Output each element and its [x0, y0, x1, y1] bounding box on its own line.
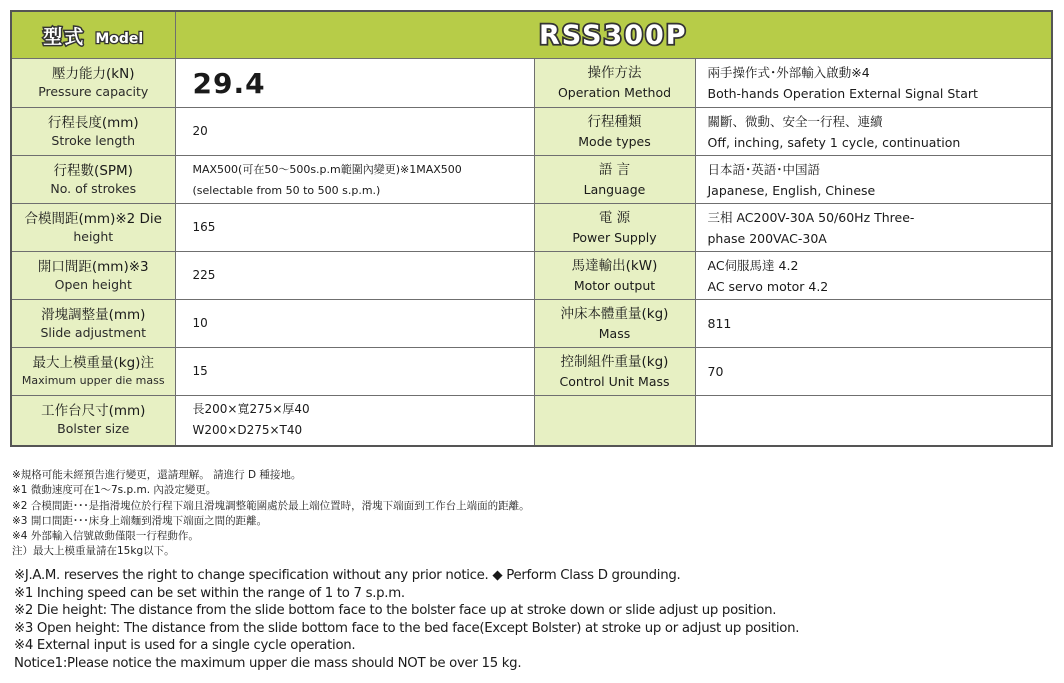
spec-value-motor-output — [695, 252, 1052, 300]
spec-label-en: Slide adjustment — [40, 324, 147, 340]
spec-label-zh: 工作台尺寸(mm) — [41, 403, 146, 420]
spec-label-zh: 行程長度(mm) — [47, 114, 139, 131]
spec-label-en: Bolster size — [57, 421, 130, 437]
spec-value-line: AC伺服馬達 4.2 — [707, 257, 799, 273]
spec-value-line: 兩手操作式･外部輸入啟動※4 — [707, 65, 870, 80]
spec-label-die-height — [11, 204, 175, 252]
spec-label-zh: 最大上模重量(kg)注 — [32, 354, 154, 371]
spec-value-line: (selectable from 50 to 500 s.p.m.) — [192, 183, 381, 197]
model-label-en: Model — [95, 30, 144, 47]
note-zh-line: ※規格可能未經預告進行變更，還請理解。 請進行 D 種接地。 — [12, 469, 302, 481]
note-zh-line: ※3 開口間距･･･床身上端麵到滑塊下端面之間的距離。 — [12, 514, 268, 527]
spec-value-line: AC servo motor 4.2 — [707, 278, 829, 294]
spec-label-zh: 滑塊調整量(mm) — [41, 306, 146, 323]
spec-value-line: W200×D275×T40 — [192, 423, 303, 438]
spec-value-open-height — [175, 252, 534, 300]
spec-label-en: Stroke length — [51, 132, 136, 148]
note-zh-line: ※2 合模間距･･･是指滑塊位於行程下端且滑塊調整範圍處於最上端位置時，滑塊下端面到工作台上端面的距離。 — [12, 499, 530, 512]
spec-value-bolster-size — [175, 396, 534, 446]
spec-label-motor-output — [534, 252, 695, 300]
spec-label-empty — [534, 396, 695, 446]
spec-label-zh: 電 源 — [598, 209, 631, 226]
note-en-line: ※1 Inching speed can be set within the range of 1 to 7 s.p.m. — [14, 585, 405, 601]
spec-value-line: 10 — [192, 316, 208, 330]
model-label-cell — [11, 11, 175, 59]
spec-label-en: Motor output — [573, 277, 656, 293]
spec-value-strokes — [175, 156, 534, 204]
spec-value-language — [695, 156, 1052, 204]
spec-value-line: 15 — [192, 364, 208, 378]
spec-table — [10, 10, 1053, 447]
spec-label-en: Control Unit Mass — [559, 373, 670, 389]
note-zh-line: ※1 微動速度可在1～7s.p.m. 內設定變更。 — [12, 484, 217, 497]
spec-label-bolster-size — [11, 396, 175, 446]
spec-label-open-height — [11, 252, 175, 300]
note-en-line: ※4 External input is used for a single cycle operation. — [14, 638, 356, 653]
spec-row-stroke-length — [11, 108, 1052, 156]
spec-value-stroke-length — [175, 108, 534, 156]
spec-label-zh: 行程數(SPM) — [53, 162, 133, 179]
spec-label-upper-die-mass — [11, 348, 175, 396]
model-value-cell — [175, 11, 1052, 59]
spec-label-pressure — [11, 59, 175, 108]
spec-label-zh: 開口間距(mm)※3 — [37, 258, 149, 275]
spec-label-en: Operation Method — [557, 85, 672, 100]
spec-label-en: Pressure capacity — [38, 84, 149, 99]
spec-label-stroke-length — [11, 108, 175, 156]
note-zh-line: 注）最大上模重量請在15kg以下。 — [12, 545, 175, 558]
note-en-line: ※2 Die height: The distance from the slide bottom face to the bolster face up at stroke down or slide adjust up position. — [14, 603, 777, 618]
spec-label-mode-types — [534, 108, 695, 156]
spec-row-strokes — [11, 156, 1052, 204]
spec-label-language — [534, 156, 695, 204]
spec-value-line: phase 200VAC-30A — [707, 230, 827, 246]
spec-value-upper-die-mass — [175, 348, 534, 396]
spec-label-slide-adjustment — [11, 300, 175, 348]
spec-label-power-supply — [534, 204, 695, 252]
spec-label-operation — [534, 59, 695, 108]
spec-row-bolster-size — [11, 396, 1052, 446]
spec-row-pressure — [11, 59, 1052, 108]
spec-label-zh: 馬達輸出(kW) — [571, 257, 658, 274]
spec-value-line: Off, inching, safety 1 cycle, continuation — [707, 134, 961, 150]
spec-label-zh: 語 言 — [598, 161, 631, 178]
spec-value-line: MAX500(可在50～500s.p.m範圍內變更)※1MAX500 — [192, 162, 462, 176]
spec-value-slide-adjustment — [175, 300, 534, 348]
spec-label-en: Open height — [54, 276, 132, 292]
spec-value-line: 225 — [192, 268, 216, 282]
spec-value-line: Both-hands Operation External Signal Start — [707, 86, 978, 101]
spec-label-zh: 壓力能力(kN) — [52, 66, 135, 82]
spec-value-control-unit-mass — [695, 348, 1052, 396]
note-en-line: ※3 Open height: The distance from the slide bottom face to the bed face(Except Bolster) at stroke up or adjust up position. — [14, 620, 800, 636]
spec-value-pressure — [175, 59, 534, 108]
spec-label-zh: 操作方法 — [587, 65, 642, 81]
spec-label-mass — [534, 300, 695, 348]
spec-value-die-height — [175, 204, 534, 252]
spec-label-en: height — [73, 228, 114, 244]
spec-value-mass — [695, 300, 1052, 348]
spec-label-zh: 行程種類 — [587, 113, 642, 130]
spec-value-line: 811 — [707, 316, 732, 331]
spec-label-en: Language — [583, 181, 646, 197]
spec-value-power-supply — [695, 204, 1052, 252]
spec-label-en: Power Supply — [572, 229, 657, 245]
spec-label-en: Maximum upper die mass — [21, 373, 165, 387]
spec-value-line: 日本語･英語･中国語 — [707, 161, 821, 177]
spec-value-line: 長200×寬275×厚40 — [192, 402, 310, 417]
spec-value-mode-types — [695, 108, 1052, 156]
spec-label-zh: 合模間距(mm)※2 Die — [24, 210, 162, 227]
spec-value-line: 三相 AC200V-30A 50/60Hz Three- — [707, 209, 915, 225]
spec-value-operation — [695, 59, 1052, 108]
notes-chinese — [12, 468, 530, 560]
spec-row-die-height — [11, 204, 1052, 252]
note-en-line: Notice1:Please notice the maximum upper die mass should NOT be over 15 kg. — [14, 655, 522, 671]
spec-value-empty — [695, 396, 1052, 446]
model-header-row — [11, 11, 1052, 59]
spec-row-upper-die-mass — [11, 348, 1052, 396]
spec-label-en: Mass — [598, 325, 631, 341]
spec-label-zh: 控制組件重量(kg) — [560, 353, 669, 370]
spec-label-zh: 沖床本體重量(kg) — [560, 305, 669, 322]
note-en-line: ※J.A.M. reserves the right to change specification without any prior notice. ◆ Perform Class D grounding. — [14, 568, 681, 583]
spec-label-en: Mode types — [578, 133, 651, 149]
spec-row-slide-adjustment — [11, 300, 1052, 348]
spec-value-line: 70 — [707, 364, 724, 379]
note-zh-line: ※4 外部輸入信號啟動僅限一行程動作。 — [12, 530, 199, 543]
spec-value-line: 20 — [192, 124, 208, 138]
model-value: RSS300P — [538, 19, 688, 51]
spec-label-strokes — [11, 156, 175, 204]
spec-value-line: Japanese, English, Chinese — [707, 182, 876, 198]
model-label-zh: 型式 — [43, 25, 86, 48]
spec-value-line: 關斷、微動、安全一行程、連續 — [707, 113, 883, 129]
spec-label-en: No. of strokes — [50, 180, 137, 196]
spec-label-control-unit-mass — [534, 348, 695, 396]
notes-english — [14, 567, 799, 672]
spec-value-line: 165 — [192, 220, 216, 234]
spec-value-line: 29.4 — [192, 66, 266, 100]
spec-row-open-height — [11, 252, 1052, 300]
